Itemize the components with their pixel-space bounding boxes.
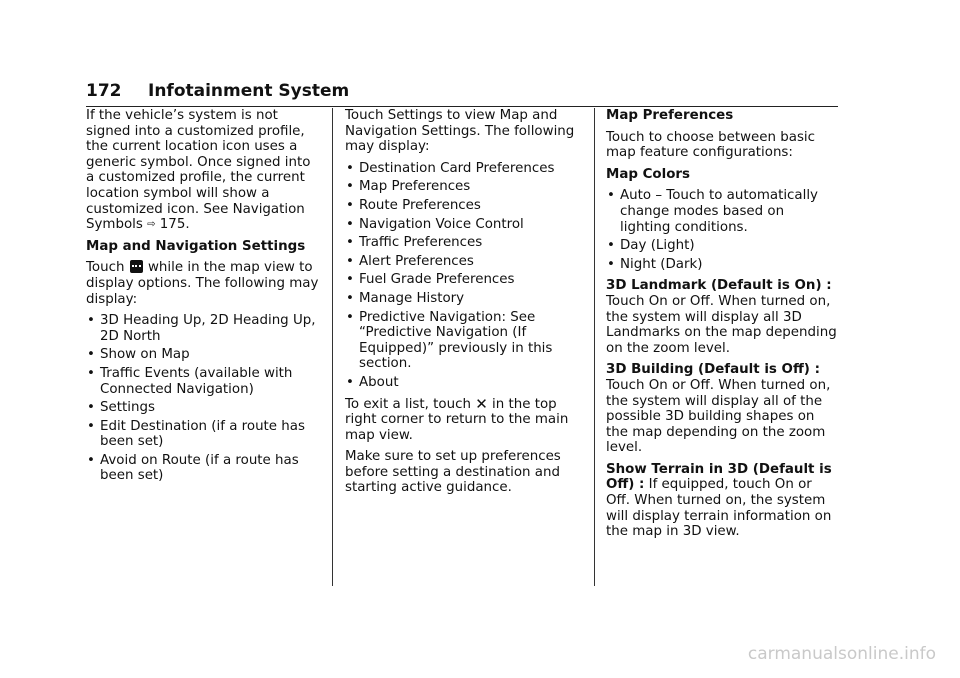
watermark: carmanualsonline.info xyxy=(747,644,936,664)
list-item: • Auto – Touch to automatically change modes based on lighting conditions. xyxy=(607,188,818,235)
settings-list xyxy=(345,161,581,391)
list-item: • Fuel Grade Preferences xyxy=(346,272,515,288)
bullet-icon: • xyxy=(87,400,95,416)
bullet-icon: • xyxy=(607,188,615,204)
exit-post-text: in the top right corner to return to the main map view. xyxy=(345,396,569,443)
settings-heading: Map and Navigation Settings xyxy=(86,238,306,254)
bullet-icon: • xyxy=(87,418,95,434)
intro-paragraph xyxy=(86,108,322,233)
page-header xyxy=(86,80,838,107)
map-preferences-intro: Touch to choose between basic map feature configurations: xyxy=(606,129,816,161)
exit-paragraph xyxy=(345,394,581,444)
settings-intro: Touch Settings to view Map and Navigation Settings. The following may display: xyxy=(345,108,575,155)
list-item: • Destination Card Preferences xyxy=(346,160,555,176)
close-x-icon: ✕ xyxy=(475,394,488,413)
intro-text: If the vehicle’s system is not signed into a customized profile, the current location icon uses a generic symbol. Once signed into a customized profile, the current location symbol will show a customized icon. See Navigation Symbols xyxy=(86,108,311,233)
list-item: • Show on Map xyxy=(87,347,190,363)
list-item: • Traffic Preferences xyxy=(346,235,483,251)
bullet-icon: • xyxy=(346,253,354,269)
list-item: • Manage History xyxy=(346,290,465,306)
bullet-icon: • xyxy=(346,374,354,390)
bullet-icon: • xyxy=(346,309,354,325)
landmark-text: Touch On or Off. When turned on, the system will display all 3D Landmarks on the map depending on the zoom level. xyxy=(606,293,837,356)
bullet-icon: • xyxy=(346,197,354,213)
building-label: 3D Building (Default is Off) : xyxy=(606,362,820,378)
bullet-icon: • xyxy=(87,365,95,381)
bullet-icon: • xyxy=(607,238,615,254)
landmark-label: 3D Landmark (Default is On) : xyxy=(606,278,832,294)
terrain-paragraph xyxy=(606,462,838,540)
bullet-icon: • xyxy=(346,160,354,176)
map-colors-heading: Map Colors xyxy=(606,166,690,182)
outro-paragraph: Make sure to set up preferences before setting a destination and starting active guidance. xyxy=(345,449,561,496)
list-item: • Avoid on Route (if a route has been set) xyxy=(87,452,299,484)
page-number: 172 xyxy=(86,81,122,101)
column-1 xyxy=(86,108,322,490)
landmark-paragraph xyxy=(606,278,838,356)
touch-paragraph xyxy=(86,260,322,307)
bullet-icon: • xyxy=(87,452,95,468)
column-2 xyxy=(345,108,581,502)
list-item: • Traffic Events (available with Connected Navigation) xyxy=(87,365,293,397)
exit-pre-text: To exit a list, touch xyxy=(345,396,471,412)
touch-post-text: while in the map view to display options. The following may display: xyxy=(86,260,319,307)
list-item: • Route Preferences xyxy=(346,197,481,213)
map-colors-list xyxy=(606,188,838,272)
bullet-icon: • xyxy=(346,290,354,306)
list-item: • Settings xyxy=(87,400,155,416)
building-text: Touch On or Off. When turned on, the system will display all of the possible 3D building shapes on the map depending on the zoom level. xyxy=(606,377,831,456)
bullet-icon: • xyxy=(346,235,354,251)
list-item: • Alert Preferences xyxy=(346,253,474,269)
list-item: • Night (Dark) xyxy=(607,256,703,272)
terrain-text: If equipped, touch On or Off. When turned on, the system will display terrain information on the map in 3D view. xyxy=(606,477,832,540)
touch-pre-text: Touch xyxy=(86,260,125,276)
bullet-icon: • xyxy=(346,179,354,195)
list-item: • Edit Destination (if a route has been set) xyxy=(87,418,305,450)
building-paragraph xyxy=(606,362,838,456)
bullet-icon: • xyxy=(346,272,354,288)
list-item: • Map Preferences xyxy=(346,179,471,195)
terrain-label: Show Terrain in 3D (Default is Off) : xyxy=(606,461,832,493)
column-divider xyxy=(332,108,333,586)
list-item: • Day (Light) xyxy=(607,238,695,254)
map-preferences-heading: Map Preferences xyxy=(606,108,734,123)
page-reference[interactable]: 175. xyxy=(159,217,190,233)
bullet-icon: • xyxy=(87,313,95,329)
reference-arrow-icon: ⇨ xyxy=(147,219,156,231)
options-list xyxy=(86,313,322,484)
bullet-icon: • xyxy=(607,256,615,272)
list-item: • Navigation Voice Control xyxy=(346,216,524,232)
column-3 xyxy=(606,108,838,546)
list-item: • About xyxy=(346,374,399,390)
list-item: • Predictive Navigation: See “Predictive Navigation (If Equipped)” previously in this section. xyxy=(346,309,553,372)
list-item: • 3D Heading Up, 2D Heading Up, 2D North xyxy=(87,313,316,344)
column-divider xyxy=(594,108,595,586)
menu-dots-icon xyxy=(130,260,143,273)
bullet-icon: • xyxy=(87,347,95,363)
section-title: Infotainment System xyxy=(148,81,350,101)
bullet-icon: • xyxy=(346,216,354,232)
